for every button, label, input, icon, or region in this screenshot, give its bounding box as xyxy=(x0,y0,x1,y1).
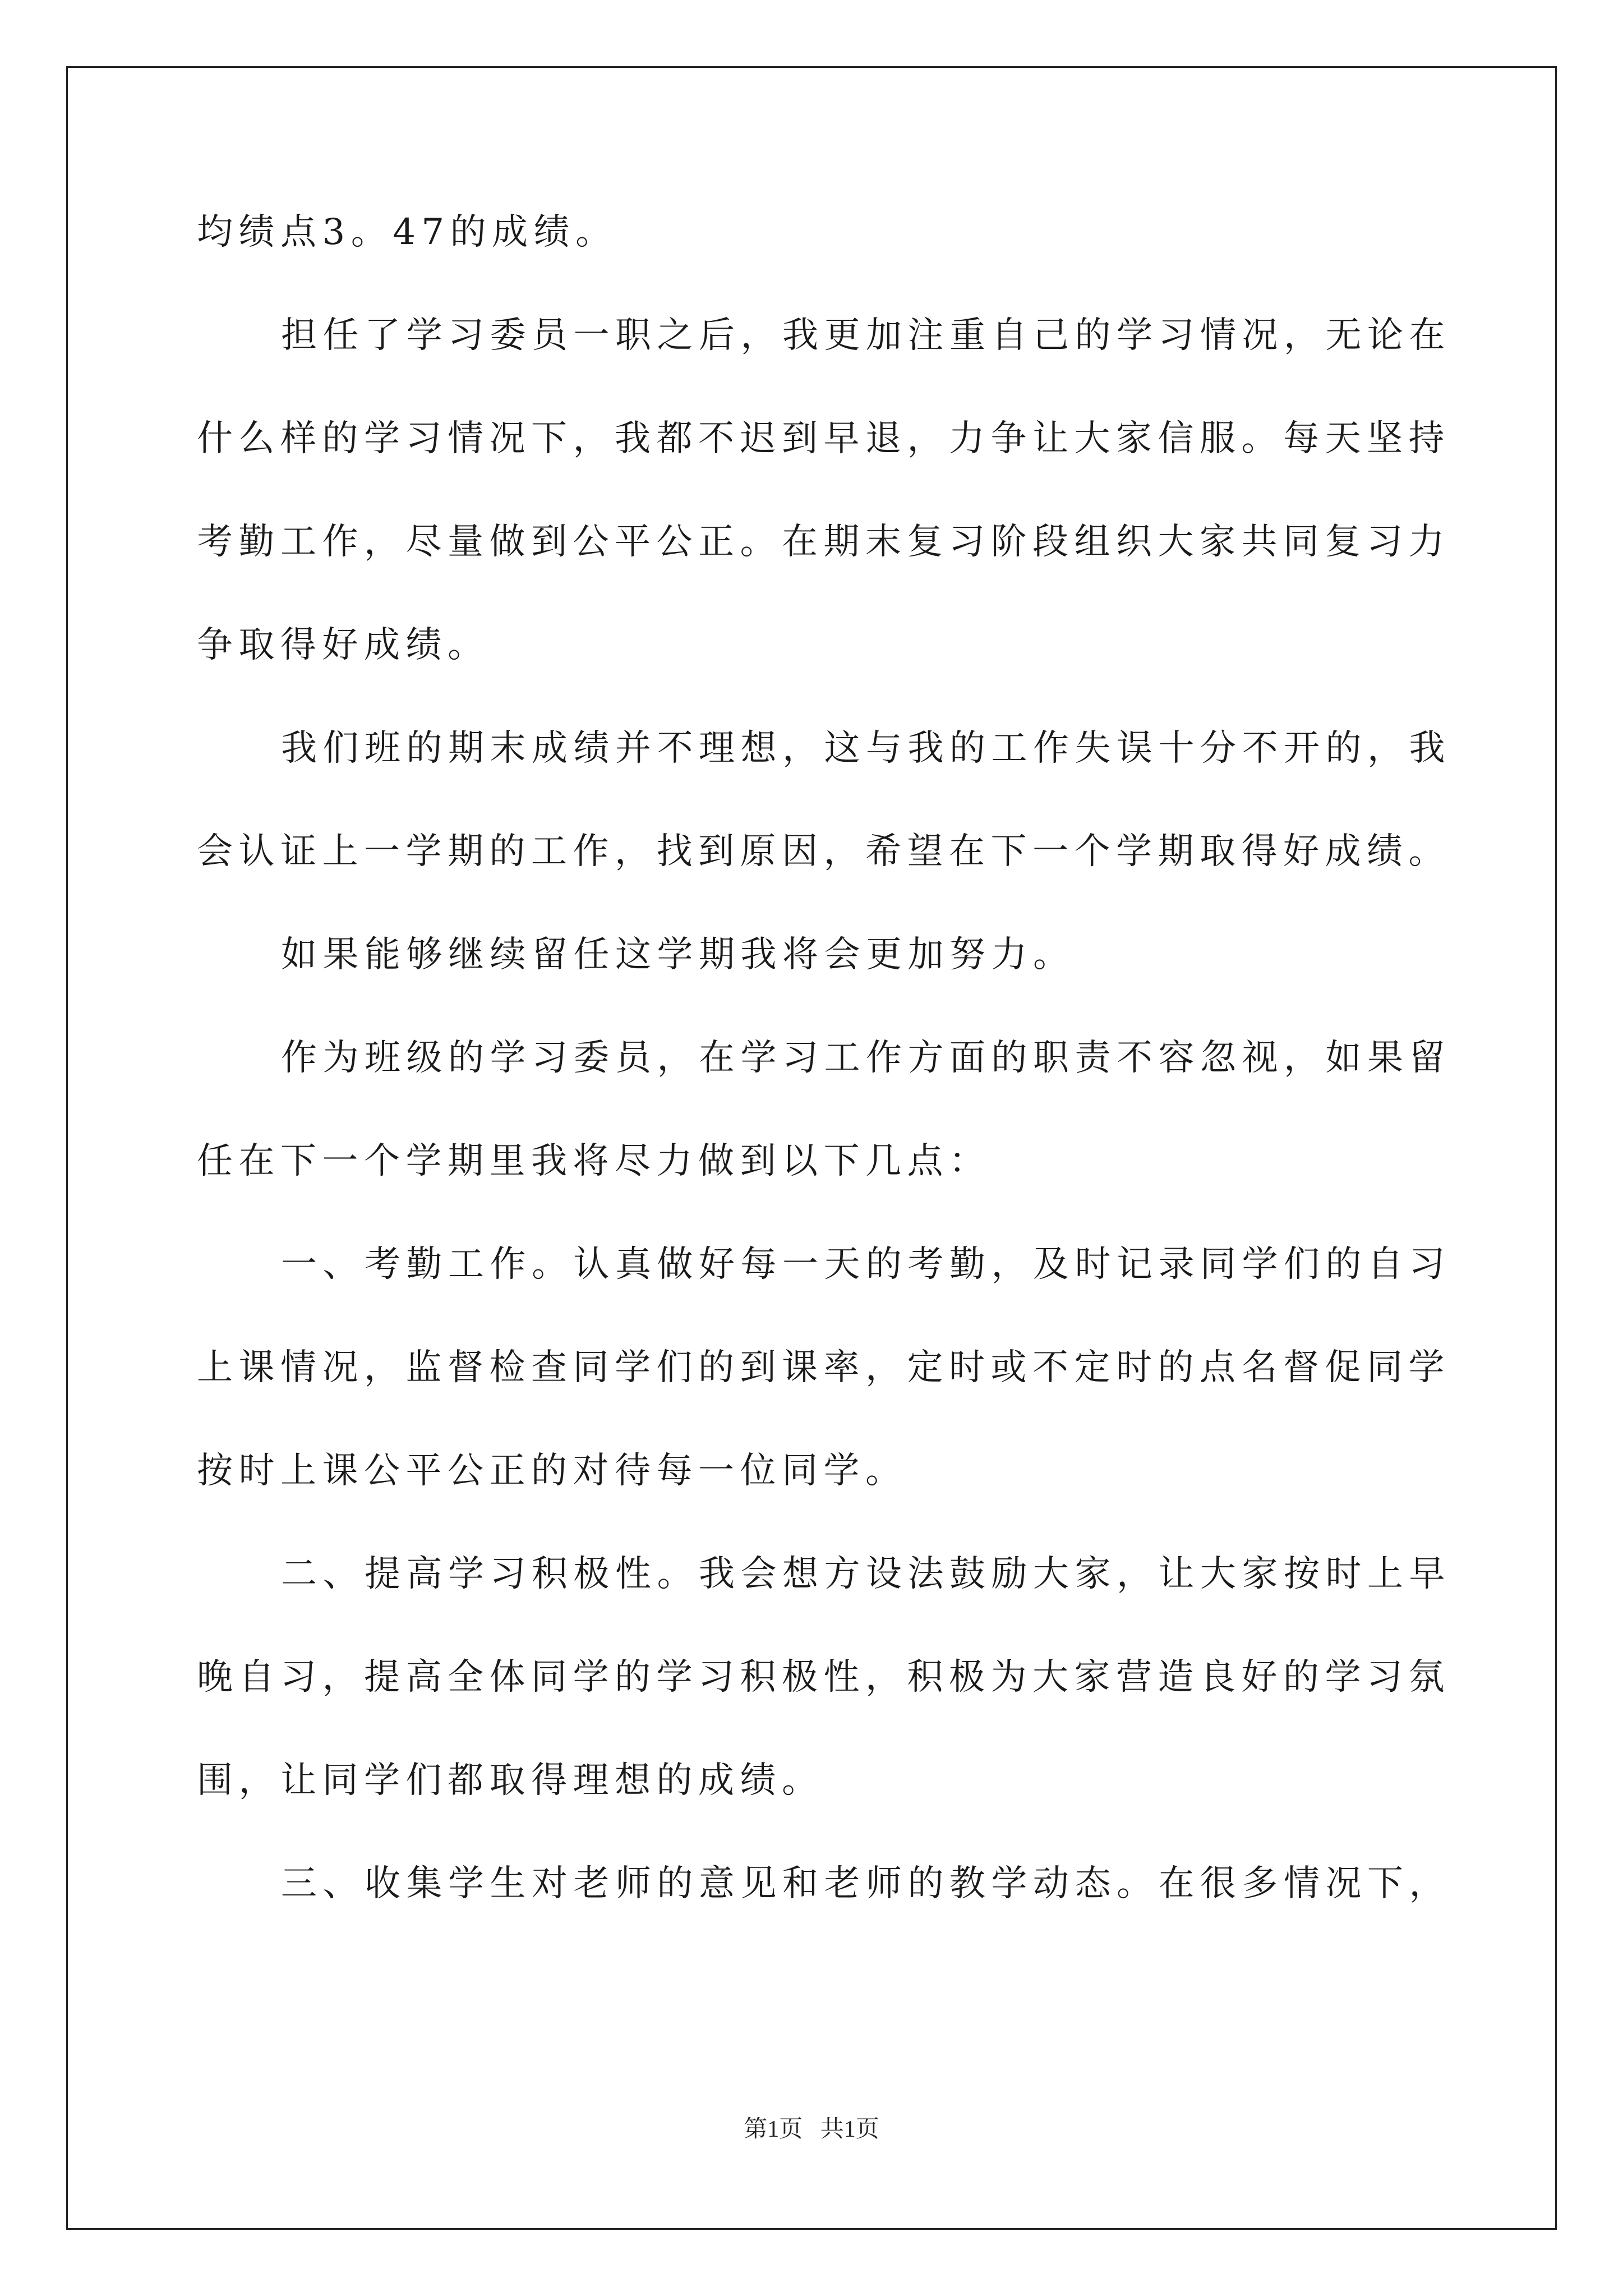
text-line: 担任了学习委员一职之后，我更加注重自己的学习情况，无论在 xyxy=(281,315,1451,356)
page-number-footer: 第1页 共1页 xyxy=(744,2116,879,2142)
text-line: 争取得好成绩。 xyxy=(197,624,490,666)
text-line: 晚自习，提高全体同学的学习积极性，积极为大家营造良好的学习氛 xyxy=(197,1657,1450,1698)
text-line: 围，让同学们都取得理想的成绩。 xyxy=(197,1760,824,1801)
text-line: 二、提高学习积极性。我会想方设法鼓励大家，让大家按时上早 xyxy=(281,1553,1451,1595)
text-line: 如果能够继续留任这学期我将会更加努力。 xyxy=(281,934,1075,976)
document-body xyxy=(197,181,1451,1935)
text-line: 什么样的学习情况下，我都不迟到早退，力争让大家信服。每天坚持 xyxy=(197,418,1450,459)
text-line: 我们班的期末成绩并不理想，这与我的工作失误十分不开的，我 xyxy=(281,728,1451,769)
text-line: 任在下一个学期里我将尽力做到以下几点： xyxy=(197,1140,991,1182)
text-line: 会认证上一学期的工作，找到原因，希望在下一个学期取得好成绩。 xyxy=(197,831,1450,872)
text-line: 一、考勤工作。认真做好每一天的考勤，及时记录同学们的自习 xyxy=(281,1244,1451,1285)
text-line: 作为班级的学习委员，在学习工作方面的职责不容忽视，如果留 xyxy=(281,1037,1451,1079)
text-line: 上课情况，监督检查同学们的到课率，定时或不定时的点名督促同学 xyxy=(197,1347,1450,1388)
text-line: 考勤工作，尽量做到公平公正。在期末复习阶段组织大家共同复习力 xyxy=(197,521,1450,563)
text-line: 按时上课公平公正的对待每一位同学。 xyxy=(197,1450,907,1492)
text-line: 均绩点3。47的成绩。 xyxy=(197,211,617,253)
text-line: 三、收集学生对老师的意见和老师的教学动态。在很多情况下， xyxy=(281,1863,1451,1904)
